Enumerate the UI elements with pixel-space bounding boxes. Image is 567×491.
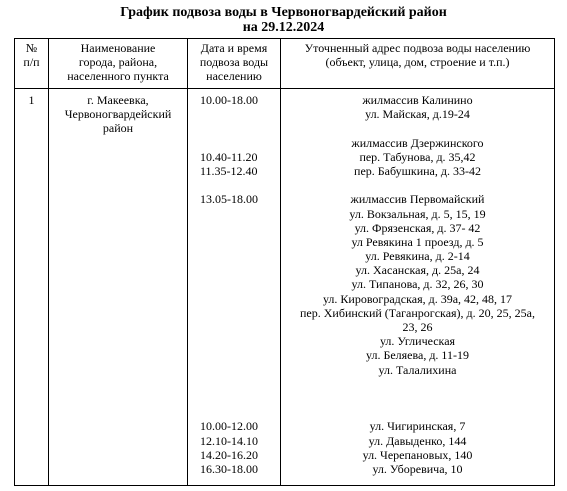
city-line: г. Макеевка, [87, 93, 149, 107]
address-line: ул. Черепановых, 140 [362, 447, 473, 462]
address-line: ул. Вокзальная, д. 5, 15, 19 [349, 206, 486, 221]
address-line: жилмассив Калинино [362, 93, 473, 107]
time-slot: 16.30-18.00 [200, 461, 258, 476]
address-line: ул. Чигиринская, 7 [369, 419, 466, 434]
time-slot [188, 235, 280, 249]
address-line: пер. Хибинский (Таганрогская), д. 20, 25, 25а, [300, 305, 535, 320]
row-city [49, 89, 188, 486]
address-line [281, 377, 554, 391]
header-city-line: Наименование [80, 41, 156, 55]
header-number-line: № [25, 41, 38, 55]
address-line: ул Ревякина 1 проезд, д. 5 [351, 234, 484, 249]
header-city [49, 39, 188, 89]
time-slot [188, 377, 280, 391]
address-line: ул. Хасанская, д. 25а, 24 [355, 263, 480, 278]
row-addresses [281, 89, 555, 486]
time-slot [188, 263, 280, 277]
time-slot: 10.00-18.00 [200, 93, 258, 107]
time-slot [188, 207, 280, 221]
address-line: ул. Талалихина [378, 362, 457, 377]
address-line: ул. Кировоградская, д. 39а, 42, 48, 17 [322, 291, 513, 306]
time-slot [188, 405, 280, 419]
address-line [281, 405, 554, 419]
header-time-line: населению [206, 69, 262, 83]
time-slot: 12.10-14.10 [200, 433, 258, 448]
header-city-line: города, района, [78, 55, 158, 69]
address-line: жилмассив Дзержинского [351, 135, 484, 150]
address-line [281, 391, 554, 405]
time-slot [188, 306, 280, 320]
address-line: ул. Углическая [379, 334, 456, 349]
time-slot [188, 277, 280, 291]
table-header-row [15, 39, 555, 89]
header-number-line: п/п [23, 55, 40, 69]
title-line-1: График подвоза воды в Червоногвардейский район [120, 5, 447, 20]
water-delivery-table [14, 38, 555, 486]
address-line [281, 178, 554, 192]
time-slot [188, 221, 280, 235]
time-slot: 14.20-16.20 [200, 447, 258, 462]
time-slot: 10.40-11.20 [200, 149, 258, 164]
title-line-2: на 29.12.2024 [242, 20, 325, 35]
address-line: пер. Табунова, д. 35,42 [359, 149, 476, 164]
time-slot [188, 107, 280, 121]
address-line: 23, 26 [402, 320, 433, 334]
header-time-line: Дата и время [200, 41, 268, 55]
table-row [15, 89, 555, 486]
time-slot: 11.35-12.40 [200, 163, 258, 178]
header-time [188, 39, 281, 89]
header-address-line: Уточненный адрес подвоза воды населению [304, 41, 531, 55]
address-line [281, 121, 554, 135]
time-slot [188, 249, 280, 263]
address-line: ул. Беляева, д. 11-19 [365, 348, 469, 363]
row-times [188, 89, 281, 486]
time-slot [188, 121, 280, 135]
city-line: район [102, 121, 134, 135]
header-address-line: (объект, улица, дом, строение и т.п.) [325, 55, 510, 69]
address-line: ул. Давыденко, 144 [368, 433, 467, 448]
address-line: ул. Ревякина, д. 2-14 [365, 249, 470, 264]
address-line: ул. Майская, д.19-24 [365, 107, 470, 122]
time-slot [188, 292, 280, 306]
header-number [15, 39, 49, 89]
address-line: ул. Типанова, д. 32, 26, 30 [351, 277, 484, 292]
address-line: жилмассив Первомайский [350, 192, 485, 207]
header-address [281, 39, 555, 89]
header-time-line: подвоза воды [199, 55, 269, 69]
city-line: Червоногвардейский [64, 107, 172, 121]
time-slot [188, 391, 280, 405]
time-slot [188, 363, 280, 377]
time-slot [188, 320, 280, 334]
time-slot [188, 136, 280, 150]
time-slot [188, 334, 280, 348]
row-number: 1 [15, 89, 49, 486]
time-slot [188, 348, 280, 362]
time-slot [188, 178, 280, 192]
address-line: пер. Бабушкина, д. 33-42 [354, 163, 481, 178]
address-line: ул. Уборевича, 10 [372, 461, 463, 476]
time-slot: 10.00-12.00 [200, 419, 258, 434]
header-city-line: населенного пункта [67, 69, 169, 83]
address-line: ул. Фрязенская, д. 37- 42 [354, 220, 481, 235]
time-slot: 13.05-18.00 [200, 192, 258, 207]
document-title [0, 5, 567, 35]
